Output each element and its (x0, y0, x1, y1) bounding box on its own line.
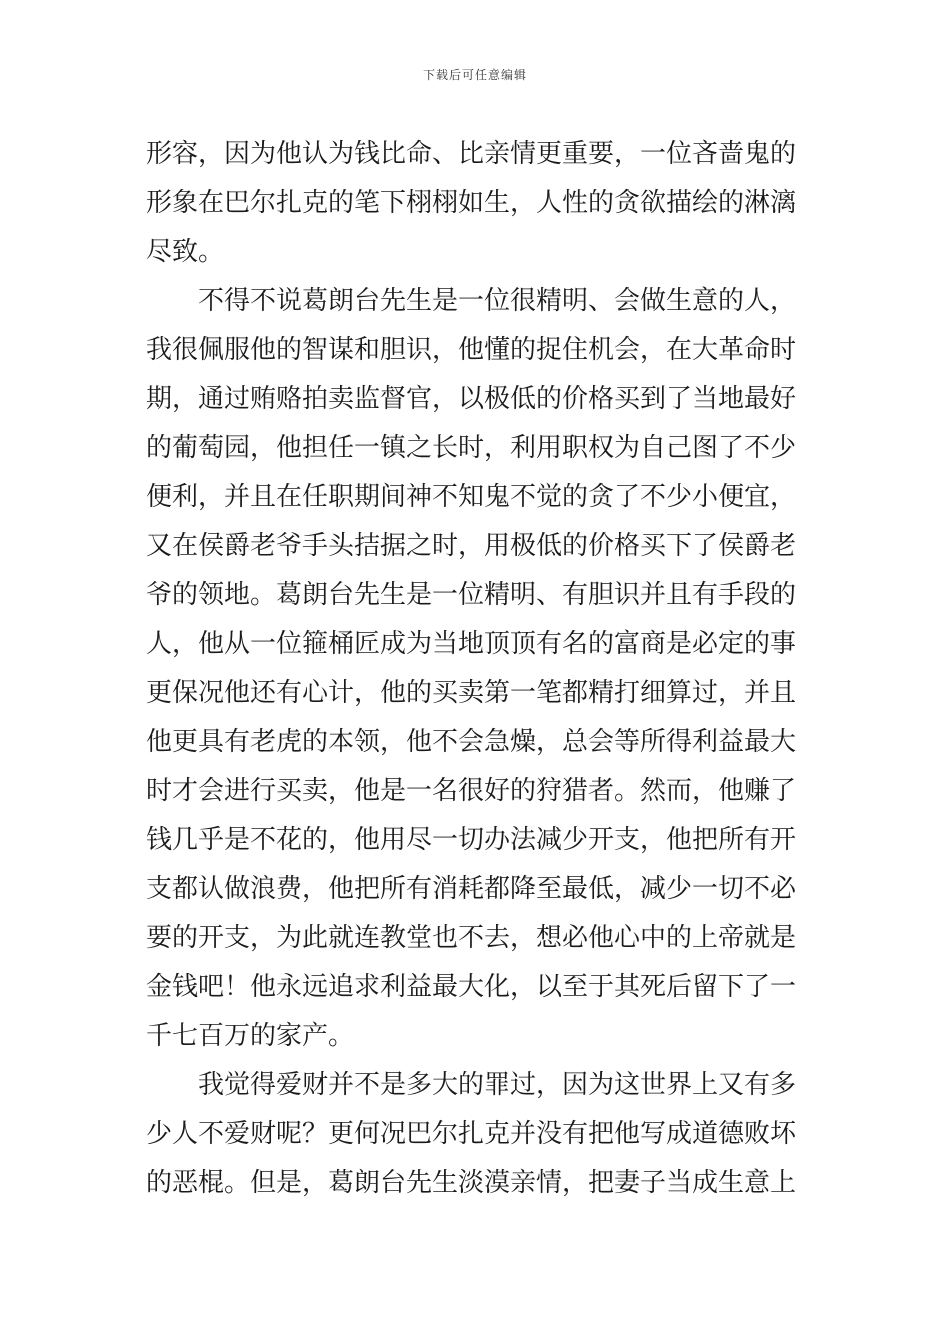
text-line: 千七百万的家产。 (146, 1021, 355, 1051)
text-line: 又在侯爵老爷手头拮据之时，用极低的价格买下了侯爵老 (146, 531, 797, 561)
text-line: 我很佩服他的智谋和胆识，他懂的捉住机会，在大革命时 (146, 335, 797, 365)
text-line: 我觉得爱财并不是多大的罪过，因为这世界上又有多 (146, 1070, 797, 1100)
text-line: 期，通过贿赂拍卖监督官，以极低的价格买到了当地最好 (146, 384, 797, 414)
page-header: 下载后可任意编辑 (422, 68, 527, 82)
text-line: 尽致。 (146, 237, 225, 267)
text-line: 时才会进行买卖，他是一名很好的狩猎者。然而，他赚了 (146, 776, 797, 806)
text-line: 金钱吧！他永远追求利益最大化，以至于其死后留下了一 (146, 972, 797, 1002)
text-line: 他更具有老虎的本领，他不会急燥，总会等所得利益最大 (146, 727, 797, 757)
text-line: 便利，并且在任职期间神不知鬼不觉的贪了不少小便宜， (146, 482, 797, 512)
body-text (146, 130, 806, 1208)
text-line: 形容，因为他认为钱比命、比亲情更重要，一位吝啬鬼的 (146, 139, 797, 169)
text-line: 更保况他还有心计，他的买卖第一笔都精打细算过，并且 (146, 678, 797, 708)
text-line: 人，他从一位箍桶匠成为当地顶顶有名的富商是必定的事 (146, 629, 797, 659)
text-line: 形象在巴尔扎克的笔下栩栩如生，人性的贪欲描绘的淋漓 (146, 188, 797, 218)
text-line: 不得不说葛朗台先生是一位很精明、会做生意的人， (146, 286, 797, 316)
text-line: 要的开支，为此就连教堂也不去，想必他心中的上帝就是 (146, 923, 797, 953)
text-line: 支都认做浪费，他把所有消耗都降至最低，减少一切不必 (146, 874, 797, 904)
text-line: 的恶棍。但是，葛朗台先生淡漠亲情，把妻子当成生意上 (146, 1168, 797, 1198)
text-line: 钱几乎是不花的，他用尽一切办法减少开支，他把所有开 (146, 825, 797, 855)
text-line: 爷的领地。葛朗台先生是一位精明、有胆识并且有手段的 (146, 580, 797, 610)
text-line: 的葡萄园，他担任一镇之长时，利用职权为自己图了不少 (146, 433, 797, 463)
text-line: 少人不爱财呢？更何况巴尔扎克并没有把他写成道德败坏 (146, 1119, 797, 1149)
